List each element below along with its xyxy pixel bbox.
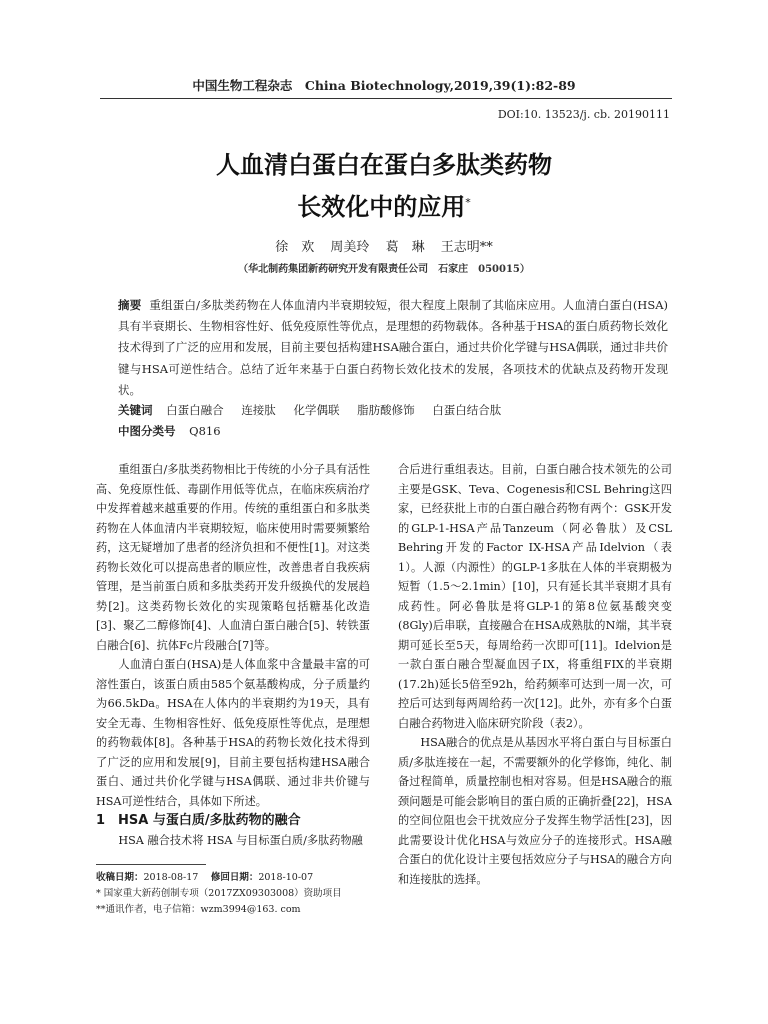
doi[interactable]: DOI:10. 13523/j. cb. 20190111 xyxy=(497,108,670,121)
author-3: 葛 琳 xyxy=(385,240,425,255)
title-line-2 xyxy=(0,184,768,226)
keyword-item: 白蛋白结合肽 xyxy=(432,403,502,417)
classification-value: Q816 xyxy=(189,424,221,438)
keyword-item: 脂肪酸修饰 xyxy=(357,403,415,417)
author-4: 王志明** xyxy=(440,240,493,255)
left-column xyxy=(96,460,370,850)
dates-line xyxy=(96,870,386,886)
keywords-label: 关键词 xyxy=(118,403,153,417)
abstract xyxy=(118,295,668,401)
title-line-1: 人血清白蛋白在蛋白多肽类药物 xyxy=(216,151,552,179)
paragraph: 重组蛋白/多肽类药物相比于传统的小分子具有活性高、免疫原性低、毒副作用低等优点，在临床疾病治疗中发挥着越来越重要的作用。传统的重组蛋白和多肽类药物在人体血清内半衰期较短，临床使用时需要频繁给药，这无疑增加了患者的经济负担和不便性[1]。对这类药物长效化可以提高患者的顺应性，改善患者自我疾病管理，是当前蛋白质和多肽类药开发升级换代的发展趋势[2]。这类药物长效化的实现策略包括糖基化改造[3]、聚乙二醇修饰[4]、人血清白蛋白融合[5]、转铁蛋白融合[6]、抗体Fc片段融合[7]等。 xyxy=(96,463,370,652)
keyword-item: 连接肽 xyxy=(241,403,276,417)
title-line-2-text: 长效化中的应用 xyxy=(297,193,466,221)
footnote-rule xyxy=(96,864,206,865)
paragraph: HSA融合的优点是从基因水平将白蛋白与目标蛋白质/多肽连接在一起，不需要额外的化学修饰，纯化、制备过程简单，质量控制也相对容易。但是HSA融合的瓶颈问题是可能会影响目的蛋白质的正确折叠[22]，HSA的空间位阻也会干扰效应分子发挥生物学活性[23]，因此需要设计优化HSA与效应分子的连接形式。HSA融合蛋白的优化设计主要包括效应分子与HSA的融合方向和连接肽的选择。 xyxy=(398,736,672,886)
classification-label: 中图分类号 xyxy=(118,424,176,438)
article-title xyxy=(0,146,768,226)
classification xyxy=(118,423,678,439)
journal-header: 中国生物工程杂志 China Biotechnology,2019,39(1):82-89 xyxy=(192,78,576,93)
paragraph: 人血清白蛋白(HSA)是人体血浆中含量最丰富的可溶性蛋白，该蛋白质由585个氨基酸构成，分子质量约为66.5kDa。HSA在人体内的半衰期约为19天，具有安全无毒、生物相容性好、低免疫原性等优点，是理想的药物载体[8]。各种基于HSA的药物长效化技术得到了广泛的应用和发展[9]，目前主要包括构建HSA融合蛋白、通过共价化学键与HSA偶联、通过非共价键与HSA可逆性结合，具体如下所述。 xyxy=(96,658,370,808)
received-label: 收稿日期： xyxy=(96,872,144,883)
corresponding-author-note: **通讯作者，电子信箱：wzm3994@163. com xyxy=(96,904,301,915)
footnotes xyxy=(96,870,386,918)
author-list xyxy=(0,236,768,255)
keyword-item: 白蛋白融合 xyxy=(166,403,224,417)
keyword-item: 化学偶联 xyxy=(293,403,340,417)
received-date: 2018-08-17 xyxy=(143,872,199,883)
right-column xyxy=(398,460,672,889)
title-footnote-mark: * xyxy=(465,196,471,209)
section-heading-1: 1 HSA 与蛋白质/多肽药物的融合 xyxy=(96,813,301,828)
revised-label: 修回日期： xyxy=(210,872,259,883)
paragraph: 合后进行重组表达。目前，白蛋白融合技术领先的公司主要是GSK、Teva、Cogenesis和CSL Behring这四家，已经获批上市的白蛋白融合药物有两个：GSK开发的GLP-1-HSA产品Tanzeum（阿必鲁肽）及CSL Behring开发的Factor IX-HSA产品Idelvion（表1）。人源（内源性）的GLP-1多肽在人体的半衰期极为短暂（1.5～2.1min）[10]，只有延长其半衰期才具有成药性。阿必鲁肽是将GLP-1的第8位氨基酸突变(8Gly)后串联，直接融合在HSA成熟肽的N端，其半衰期可延长至5天，每周给药一次即可[11]。Idelvion是一款白蛋白融合型凝血因子IX，将重组FIX的半衰期(17.2h)延长5倍至92h，给药频率可达到一周一次，可控后可达到每两周给药一次[12]。此外，亦有多个白蛋白融合药物进入临床研究阶段（表2）。 xyxy=(398,463,672,730)
paragraph: HSA 融合技术将 HSA 与目标蛋白质/多肽药物融 xyxy=(118,833,363,847)
fund-note: * 国家重大新药创制专项（2017ZX09303008）资助项目 xyxy=(96,888,342,899)
affiliation: （华北制药集团新药研究开发有限责任公司 石家庄 050015） xyxy=(238,264,530,275)
author-2: 周美玲 xyxy=(330,240,370,255)
abstract-label: 摘要 xyxy=(118,298,142,312)
abstract-text: 重组蛋白/多肽类药物在人体血清内半衰期较短，很大程度上限制了其临床应用。人血清白蛋白(HSA)具有半衰期长、生物相容性好、低免疫原性等优点，是理想的药物载体。各种基于HSA的蛋白质药物长效化技术得到了广泛的应用和发展，目前主要包括构建HSA融合蛋白，通过共价化学键与HSA偶联，通过非共价键与HSA可逆性结合。总结了近年来基于白蛋白药物长效化技术的发展，各项技术的优缺点及药物开发现状。 xyxy=(118,298,668,397)
header-rule xyxy=(100,98,672,99)
keywords xyxy=(118,402,678,418)
author-1: 徐 欢 xyxy=(275,240,315,255)
revised-date: 2018-10-07 xyxy=(258,872,314,883)
